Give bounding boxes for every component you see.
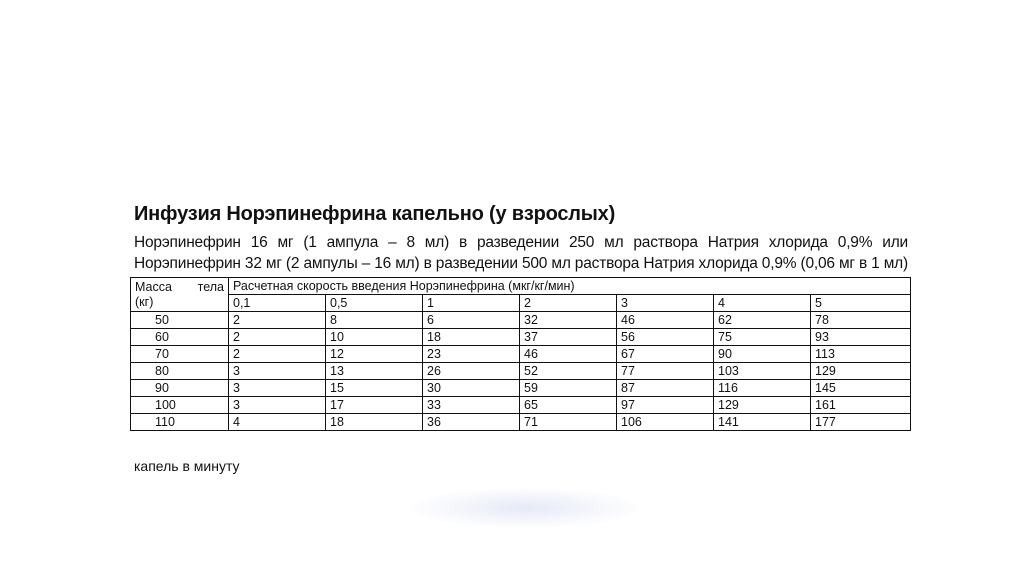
drops-cell: 87 [617, 380, 714, 397]
drops-cell: 33 [423, 397, 520, 414]
drops-cell: 52 [520, 363, 617, 380]
drops-cell: 6 [423, 312, 520, 329]
decorative-glow [410, 488, 640, 528]
rate-header-cell: 3 [617, 295, 714, 312]
drops-cell: 18 [326, 414, 423, 431]
mass-cell: 100 [131, 397, 229, 414]
drops-cell: 90 [714, 346, 811, 363]
drops-cell: 59 [520, 380, 617, 397]
drops-cell: 113 [811, 346, 911, 363]
rate-header-cell: 5 [811, 295, 911, 312]
drops-cell: 141 [714, 414, 811, 431]
table-row [131, 397, 911, 414]
rate-header-cell: 0,5 [326, 295, 423, 312]
drops-cell: 71 [520, 414, 617, 431]
drops-cell: 36 [423, 414, 520, 431]
drops-cell: 37 [520, 329, 617, 346]
drops-cell: 129 [811, 363, 911, 380]
drops-cell: 2 [229, 312, 326, 329]
footer-note: капель в минуту [134, 458, 240, 474]
mass-cell: 50 [131, 312, 229, 329]
drops-cell: 106 [617, 414, 714, 431]
mass-cell: 90 [131, 380, 229, 397]
rate-header: Расчетная скорость введения Норэпинефрина (мкг/кг/мин) [229, 278, 911, 295]
drops-cell: 4 [229, 414, 326, 431]
drops-cell: 177 [811, 414, 911, 431]
table-row [131, 329, 911, 346]
table-row [131, 414, 911, 431]
document-title: Инфузия Норэпинефрина капельно (у взрослых) [134, 203, 616, 225]
rate-header-cell: 2 [520, 295, 617, 312]
mass-header-label-2: тела [197, 280, 224, 294]
drops-cell: 116 [714, 380, 811, 397]
mass-cell: 60 [131, 329, 229, 346]
drops-cell: 46 [617, 312, 714, 329]
mass-cell: 80 [131, 363, 229, 380]
rate-header-cell: 0,1 [229, 295, 326, 312]
drops-cell: 2 [229, 329, 326, 346]
table-row [131, 363, 911, 380]
drops-cell: 18 [423, 329, 520, 346]
drops-cell: 32 [520, 312, 617, 329]
drops-cell: 97 [617, 397, 714, 414]
drops-cell: 78 [811, 312, 911, 329]
mass-header-label: Масса [135, 280, 172, 294]
drops-cell: 8 [326, 312, 423, 329]
drops-cell: 67 [617, 346, 714, 363]
drops-cell: 10 [326, 329, 423, 346]
drops-cell: 15 [326, 380, 423, 397]
table-row [131, 346, 911, 363]
rate-header-cell: 1 [423, 295, 520, 312]
drops-cell: 46 [520, 346, 617, 363]
mass-header-unit: (кг) [135, 295, 154, 309]
dilution-text-line-2: Норэпинефрин 32 мг (2 ампулы – 16 мл) в разведении 500 мл раствора Натрия хлорида 0,9% (0,06 мг в 1 мл) [134, 255, 908, 272]
drops-cell: 145 [811, 380, 911, 397]
drops-cell: 13 [326, 363, 423, 380]
rate-header-cell: 4 [714, 295, 811, 312]
drops-cell: 30 [423, 380, 520, 397]
drops-cell: 26 [423, 363, 520, 380]
dosage-table [130, 277, 911, 431]
mass-cell: 110 [131, 414, 229, 431]
drops-cell: 2 [229, 346, 326, 363]
table-body [131, 312, 911, 431]
dilution-text-line-1: Норэпинефрин 16 мг (1 ампула – 8 мл) в разведении 250 мл раствора Натрия хлорида 0,9% или [134, 234, 908, 251]
mass-cell: 70 [131, 346, 229, 363]
table-row [131, 312, 911, 329]
table-row [131, 380, 911, 397]
drops-cell: 17 [326, 397, 423, 414]
drops-cell: 3 [229, 380, 326, 397]
drops-cell: 103 [714, 363, 811, 380]
drops-cell: 77 [617, 363, 714, 380]
drops-cell: 129 [714, 397, 811, 414]
rate-values-row [131, 295, 911, 312]
drops-cell: 93 [811, 329, 911, 346]
drops-cell: 75 [714, 329, 811, 346]
drops-cell: 65 [520, 397, 617, 414]
drops-cell: 62 [714, 312, 811, 329]
mass-header [131, 278, 229, 312]
drops-cell: 3 [229, 363, 326, 380]
drops-cell: 3 [229, 397, 326, 414]
drops-cell: 23 [423, 346, 520, 363]
drops-cell: 161 [811, 397, 911, 414]
drops-cell: 56 [617, 329, 714, 346]
drops-cell: 12 [326, 346, 423, 363]
